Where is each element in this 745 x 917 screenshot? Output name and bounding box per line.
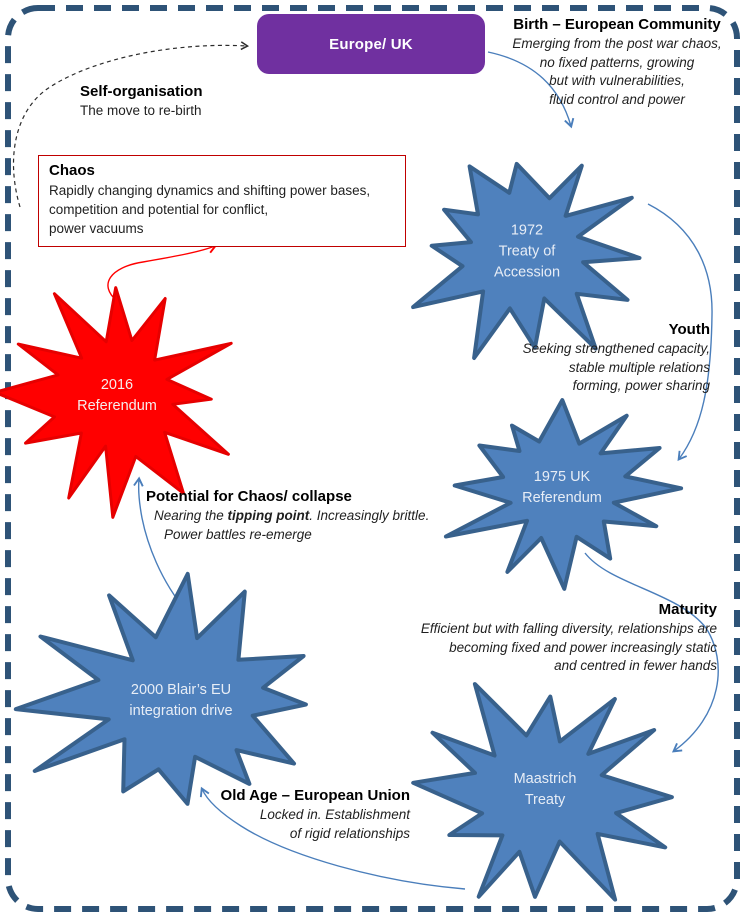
connector-2016-to-chaos bbox=[108, 246, 215, 301]
stage-youth-line: stable multiple relations bbox=[568, 359, 710, 375]
stage-maturity-heading: Maturity bbox=[658, 601, 717, 618]
stage-birth-line: Emerging from the post war chaos, bbox=[512, 36, 722, 51]
stage-birth-line: fluid control and power bbox=[549, 91, 685, 107]
chaos-box bbox=[38, 155, 406, 247]
stage-maturity-line: and centred in fewer hands bbox=[554, 658, 717, 673]
chaos-line: power vacuums bbox=[49, 221, 144, 236]
stage-potential-chaos-line: Power battles re-emerge bbox=[164, 526, 312, 542]
star-label-blair: 2000 Blair’s EU integration drive bbox=[129, 682, 233, 719]
stage-old-age-heading: Old Age – European Union bbox=[220, 787, 410, 804]
europe-uk-box bbox=[257, 14, 485, 74]
stage-potential-chaos-line: Nearing the tipping point. Increasingly brittle. bbox=[154, 508, 430, 523]
stage-potential-chaos bbox=[146, 487, 438, 544]
stage-old-age bbox=[203, 786, 410, 843]
europe-uk-label: Europe/ UK bbox=[329, 35, 413, 53]
stage-birth-line: no fixed patterns, growing bbox=[539, 54, 695, 70]
stage-old-age-line: Locked in. Establishment bbox=[259, 807, 410, 822]
stage-maturity-line: Efficient but with falling diversity, relationships are bbox=[420, 621, 717, 636]
stage-potential-chaos-heading: Potential for Chaos/ collapse bbox=[146, 488, 352, 505]
stage-self-organisation-heading: Self-organisation bbox=[80, 83, 203, 100]
star-label-1975: 1975 UK Referendum bbox=[522, 469, 602, 506]
stage-self-organisation bbox=[80, 82, 300, 121]
stage-old-age-line: of rigid relationships bbox=[289, 825, 410, 841]
chaos-line: Rapidly changing dynamics and shifting power bases, bbox=[49, 183, 371, 198]
chaos-heading: Chaos bbox=[49, 162, 95, 179]
chaos-line: competition and potential for conflict, bbox=[49, 202, 269, 217]
star-label-2016: 2016 Referendum bbox=[77, 377, 157, 414]
stage-youth-heading: Youth bbox=[668, 321, 710, 338]
stage-birth bbox=[494, 15, 740, 109]
stage-youth-line: Seeking strengthened capacity, bbox=[522, 341, 710, 356]
stage-youth-line: forming, power sharing bbox=[572, 378, 710, 393]
stage-maturity-line: becoming fixed and power increasingly static bbox=[449, 639, 717, 655]
stage-maturity bbox=[346, 600, 717, 676]
stage-self-organisation-line: The move to re-birth bbox=[80, 103, 202, 118]
stage-birth-heading: Birth – European Community bbox=[513, 16, 721, 33]
stage-birth-line: but with vulnerabilities, bbox=[549, 73, 685, 88]
star-label-1972: 1972 Treaty of Accession bbox=[493, 222, 561, 281]
star-label-maastrich: Maastrich Treaty bbox=[513, 771, 577, 808]
stage-youth bbox=[420, 320, 710, 396]
